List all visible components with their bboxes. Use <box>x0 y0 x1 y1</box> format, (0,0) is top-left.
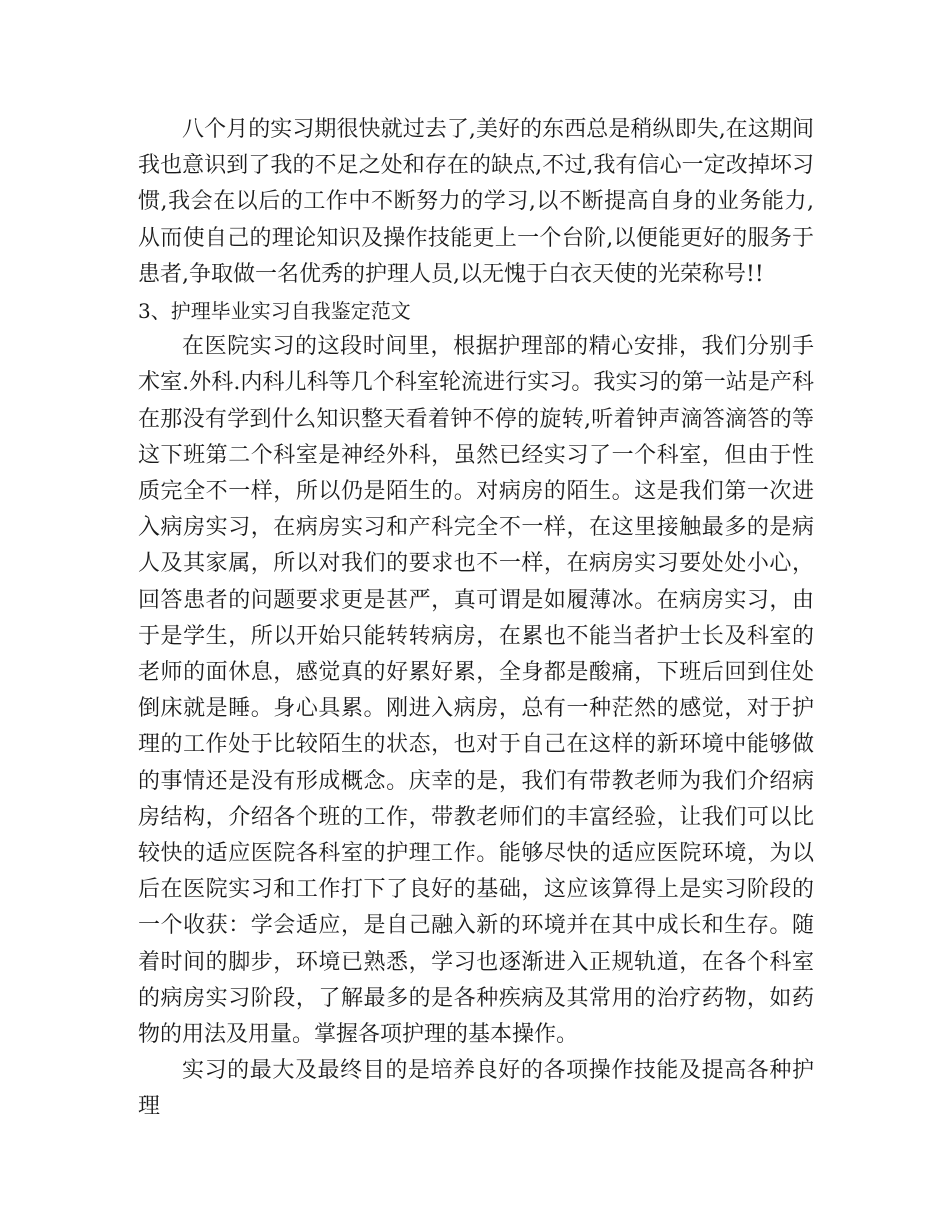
paragraph-hospital-internship: 在医院实习的这段时间里，根据护理部的精心安排，我们分别手术室.外科.内科儿科等几个科室轮流进行实习。我实习的第一站是产科在那没有学到什么知识整天看着钟不停的旋转,听着钟声滴答滴答的等这下班第二个科室是神经外科，虽然已经实习了一个科室，但由于性质完全不一样，所以仍是陌生的。对病房的陌生。这是我们第一次进入病房实习，在病房实习和产科完全不一样，在这里接触最多的是病人及其家属，所以对我们的要求也不一样，在病房实习要处处小心，回答患者的问题要求更是甚严，真可谓是如履薄冰。在病房实习，由于是学生，所以开始只能转转病房，在累也不能当者护士长及科室的老师的面休息，感觉真的好累好累，全身都是酸痛，下班后回到住处倒床就是睡。身心具累。刚进入病房，总有一种茫然的感觉，对于护理的工作处于比较陌生的状态，也对于自己在这样的新环境中能够做的事情还是没有形成概念。庆幸的是，我们有带教老师为我们介绍病房结构，介绍各个班的工作，带教老师们的丰富经验，让我们可以比较快的适应医院各科室的护理工作。能够尽快的适应医院环境，为以后在医院实习和工作打下了良好的基础，这应该算得上是实习阶段的一个收获：学会适应，是自己融入新的环境并在其中成长和生存。随着时间的脚步，环境已熟悉，学习也逐渐进入正规轨道，在各个科室的病房实习阶段，了解最多的是各种疾病及其常用的治疗药物，如药物的用法及用量。掌握各项护理的基本操作。 <box>138 334 814 1048</box>
document-page <box>138 112 814 1126</box>
section-heading: 3、护理毕业实习自我鉴定范文 <box>138 299 411 324</box>
paragraph-internship-goal: 实习的最大及最终目的是培养良好的各项操作技能及提高各种护理 <box>138 1058 814 1120</box>
paragraph-internship-reflection: 八个月的实习期很快就过去了,美好的东西总是稍纵即失,在这期间我也意识到了我的不足之处和存在的缺点,不过,我有信心一定改掉坏习惯,我会在以后的工作中不断努力的学习,以不断提高自身的业务能力,从而使自己的理论知识及操作技能更上一个台阶,以便能更好的服务于患者,争取做一名优秀的护理人员,以无愧于白衣天使的光荣称号!! <box>138 117 814 287</box>
